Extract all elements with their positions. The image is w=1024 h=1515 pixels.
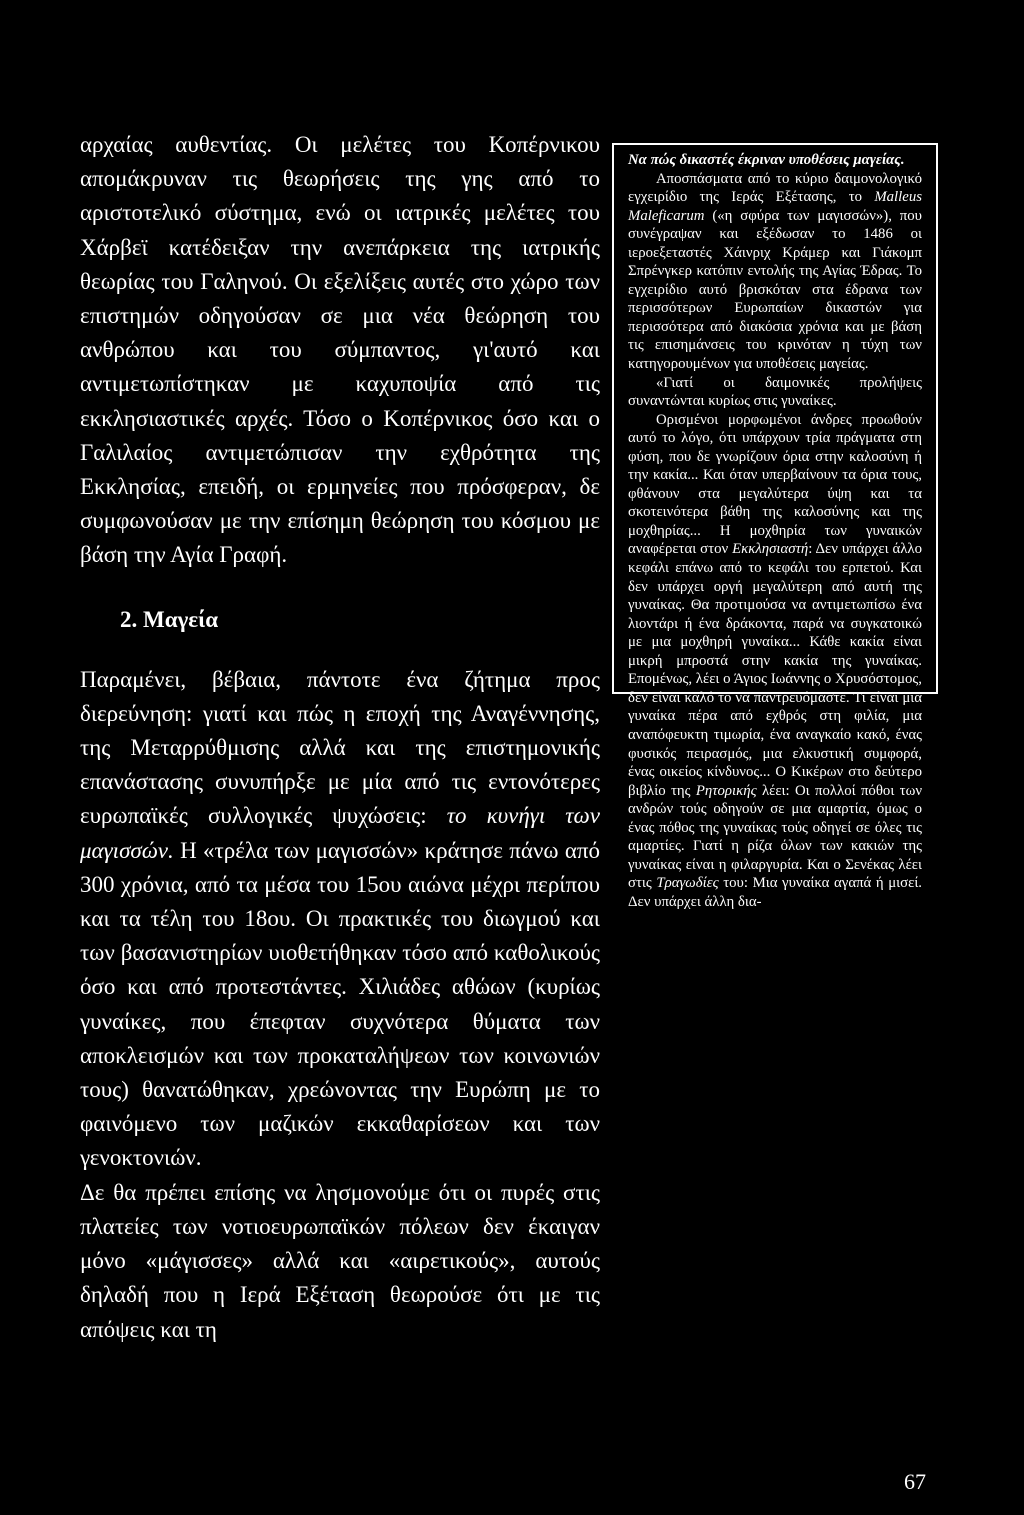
page-number: 67 bbox=[904, 1469, 926, 1494]
sidebar-paragraph-2: «Γιατί οι δαιμονικές προλήψεις συναντώνται κυρίως στις γυναίκες. bbox=[628, 374, 922, 410]
sidebar-p3-b: : Δεν υπάρχει άλλο κεφάλι επάνω από το κεφάλι του ερπετού. Και δεν υπάρχει οργή μεγαλύτερη από αυτή της γυναίκας. Θα προτιμούσα να αντιμετωπίσω ένα λιοντάρι ή ένα δράκοντα, παρά να συγκατοικώ με μια μοχθηρή γυναίκα... Κάθε κακία είναι μικρή μπροστά στην κακία της γυναίκας. Επομένως, λέει ο Άγιος Ιωάννης ο Χρυσόστομος, δεν είναι καλό το να παντρευόμαστε. Τι είναι μια γυναίκα πέρα από εχθρός στη φιλία, μια αναπόφευκτη τιμωρία, ένα αναγκαίο κακό, ένας φυσικός πειρασμός, μια ελκυστική συμφορά, ένας οικείος κίνδυνος... Ο Κικέρων στο δεύτερο βιβλίο της bbox=[628, 541, 922, 799]
sidebar-paragraph-1 bbox=[628, 170, 922, 374]
paragraph-2-part-a: Παραμένει, βέβαια, πάντοτε ένα ζήτημα προς διερεύνηση: γιατί και πώς η εποχή της Αναγέννησης, της Μεταρρύθμισης αλλά και της επιστημονικής επανάστασης συνυπήρξε με μία από τις εντονότερες ευρωπαϊκές συλλογικές ψυχώσεις: bbox=[80, 666, 600, 829]
sidebar-p3-d: του: Μια γυναίκα αγαπά ή μισεί. Δεν υπάρχει άλλη δια- bbox=[628, 875, 923, 910]
paragraph-2-italic: το κυνήγι των μαγισσών. bbox=[80, 803, 600, 863]
paragraph-1: αρχαίας αυθεντίας. Οι μελέτες του Κοπέρνικου απομάκρυναν τις θεωρήσεις της γης από το αριστοτελικό σύστημα, ενώ οι ιατρικές μελέτες του Χάρβεϊ κατέδειξαν την ανεπάρκεια της ιατρικής θεωρίας του Γαληνού. Οι εξελίξεις αυτές στο χώρο των επιστημών οδηγούσαν σε μια νέα θεώρηση του ανθρώπου και του σύμπαντος, γι'αυτό και αντιμετωπίστηκαν με καχυποψία από τις εκκλησιαστικές αρχές. Τόσο ο Κοπέρνικος όσο και ο Γαλιλαίος αντιμετώπισαν την εχθρότητα της Εκκλησίας, επειδή, οι ερμηνείες που πρόσφεραν, δε συμφωνούσαν με την επίσημη θεώρηση του κόσμου με βάση την Αγία Γραφή. bbox=[80, 132, 600, 568]
section-heading: 2. Μαγεία bbox=[120, 606, 219, 632]
sidebar-title: Να πώς δικαστές έκριναν υποθέσεις μαγείας. bbox=[628, 152, 905, 168]
sidebar-p3-italic: Εκκλησιαστή bbox=[732, 541, 809, 558]
sidebar-p1-italic: Malleus Maleficarum bbox=[628, 189, 922, 224]
sidebar-box bbox=[612, 143, 938, 910]
sidebar-p3-italic2: Ρητορικής bbox=[695, 782, 757, 799]
paragraph-2-part-b: Η «τρέλα των μαγισσών» κράτησε πάνω από 300 χρόνια, από τα μέσα του 15ου αιώνα μέχρι περίπου και τα τέλη του 18ου. Οι πρακτικές του διωγμού και των βασανιστηρίων υιοθετήθηκαν τόσο από καθολικούς όσο και από προτεστάντες. Χιλιάδες αθώων (κυρίως γυναίκες, που έπεφταν συχνότερα θύματα των αποκλεισμών και των προκαταλήψεων των κοινωνιών τους) θανατώθηκαν, χρεώνοντας την Ευρώπη με το φαινόμενο των μαζικών εκκαθαρίσεων και των γενοκτονιών. bbox=[80, 837, 600, 1171]
sidebar-paragraph-3 bbox=[628, 411, 922, 912]
sidebar-p3-italic3: Τραγωδίες bbox=[656, 875, 719, 892]
paragraph-2 bbox=[80, 663, 600, 1176]
paragraph-3: Δε θα πρέπει επίσης να λησμονούμε ότι οι πυρές στις πλατείες των νοτιοευρωπαϊκών πόλεων δεν έκαιγαν μόνο «μάγισσες» αλλά και «αιρετικούς», αυτούς δηλαδή που η Ιερά Εξέταση θεωρούσε ότι με τις απόψεις και τη bbox=[80, 1179, 600, 1342]
sidebar-p1-a: Αποσπάσματα από το κύριο δαιμονολογικό εγχειρίδιο της Ιεράς Εξέτασης, το bbox=[628, 170, 922, 206]
sidebar-p1-b: («η σφύρα των μαγισσών»), που συνέγραψαν και εξέδωσαν το 1486 οι ιεροεξεταστές Χάινριχ Κράμερ και Γιάκομπ Σπρένγκερ κατόπιν εντολής της Αγίας Έδρας. Το εγχειρίδιο αυτό βρισκόταν στα έδρανα των περισσότερων Ευρωπαίων δικαστών για περισσότερα από διακόσια χρόνια και με βάση τις επισημάνσεις του κρινόταν η τύχη των κατηγορουμένων για υποθέσεις μαγείας. bbox=[628, 207, 922, 373]
sidebar-p3-c: λέει: Οι πολλοί πόθοι των ανδρών τούς οδηγούν σε μια αμαρτία, όμως ο ένας πόθος της γυναίκας τούς οδηγεί σε όλες τις αμαρτίες. Γιατί η ρίζα όλων των κακιών της γυναίκας είναι η φιλαργυρία. Και ο Σενέκας λέει στις bbox=[628, 782, 923, 892]
sidebar-p3-a: Ορισμένοι μορφωμένοι άνδρες προωθούν αυτό το λόγο, ότι υπάρχουν τρία πράγματα στη φύση, που δε γνωρίζουν όρια στην καλοσύνη ή την κακία... Και όταν υπερβαίνουν τα όρια τους, φθάνουν στα μεγαλύτερα ύψη και τα σκοτεινότερα βάθη της καλοσύνης και της μοχθηρίας... Η μοχθηρία των γυναικών αναφέρεται στον bbox=[628, 411, 922, 558]
main-text-column bbox=[80, 128, 600, 1347]
